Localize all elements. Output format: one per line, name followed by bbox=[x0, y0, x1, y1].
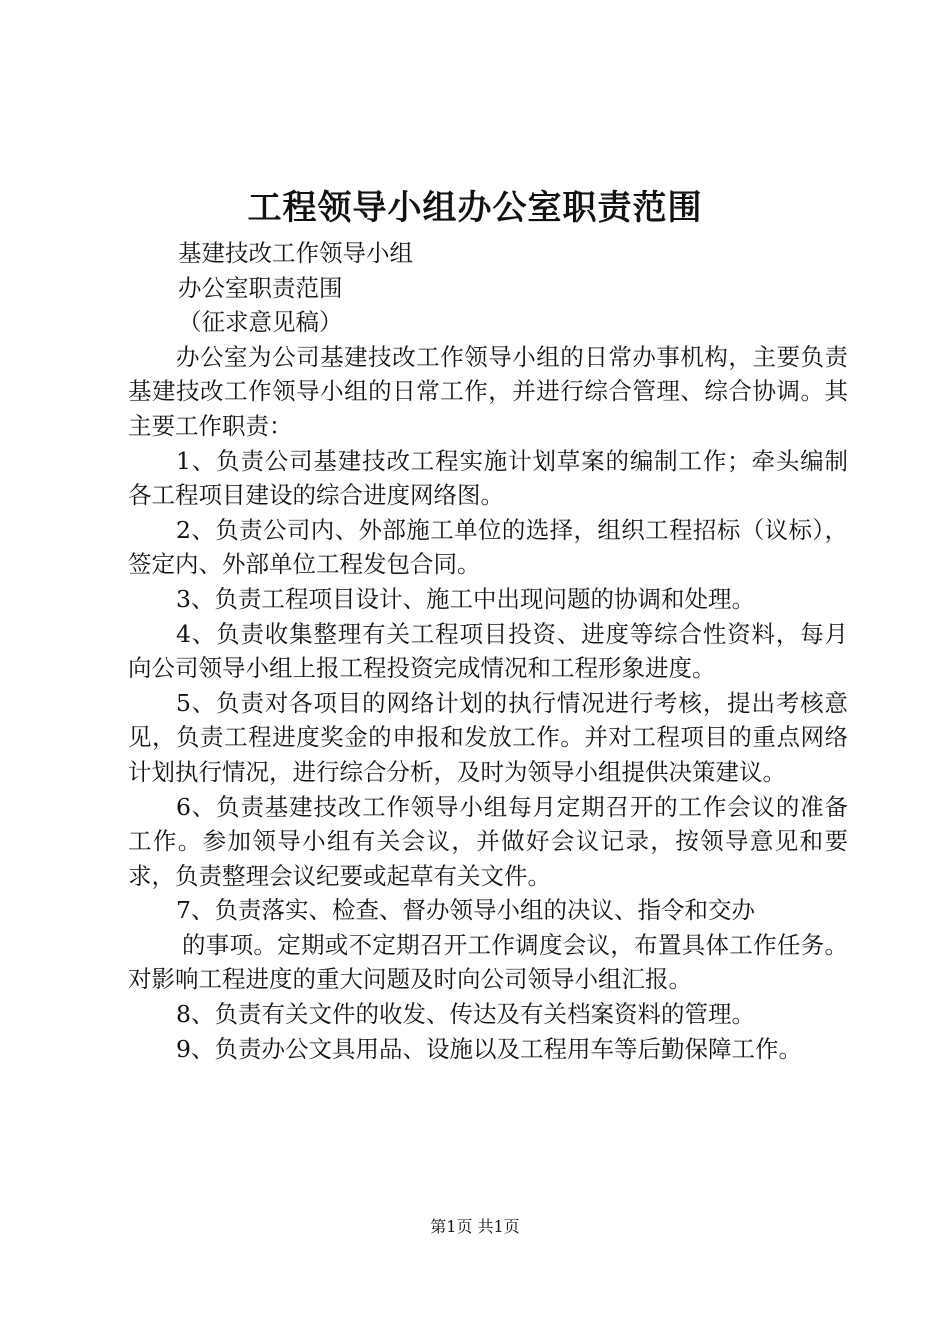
document-title: 工程领导小组办公室职责范围 bbox=[247, 188, 703, 228]
header-line-1: 基建技改工作领导小组 bbox=[178, 239, 413, 267]
document-body bbox=[128, 236, 848, 1066]
intro-paragraph: 办公室为公司基建技改工作领导小组的日常办事机构，主要负责基建技改工作领导小组的日常工作，并进行综合管理、综合协调。其主要工作职责： bbox=[128, 342, 848, 440]
duty-item-4: 4、负责收集整理有关工程项目投资、进度等综合性资料，每月向公司领导小组上报工程投资完成情况和工程形象进度。 bbox=[128, 619, 848, 683]
duty-item-3: 3、负责工程项目设计、施工中出现问题的协调和处理。 bbox=[176, 584, 755, 613]
duty-item-5: 5、负责对各项目的网络计划的执行情况进行考核，提出考核意见，负责工程进度奖金的申报和发放工作。并对工程项目的重点网络计划执行情况，进行综合分析，及时为领导小组提供决策建议。 bbox=[128, 688, 848, 786]
duty-item-7-continuation: 的事项。定期或不定期召开工作调度会议，布置具体工作任务。对影响工程进度的重大问题及时向公司领导小组汇报。 bbox=[128, 930, 848, 994]
header-line-3: （征求意见稿） bbox=[178, 308, 343, 337]
page-footer: 第1页 共1页 bbox=[430, 1217, 520, 1236]
duty-item-8: 8、负责有关文件的收发、传达及有关档案资料的管理。 bbox=[176, 1000, 755, 1029]
duty-item-1: 1、负责公司基建技改工程实施计划草案的编制工作；牵头编制各工程项目建设的综合进度网络图。 bbox=[128, 446, 848, 510]
duty-item-2: 2、负责公司内、外部施工单位的选择，组织工程招标（议标），签定内、外部单位工程发包合同。 bbox=[128, 515, 848, 579]
duty-item-7: 7、负责落实、检查、督办领导小组的决议、指令和交办 bbox=[176, 896, 755, 925]
header-line-2: 办公室职责范围 bbox=[178, 273, 343, 302]
duty-item-6: 6、负责基建技改工作领导小组每月定期召开的工作会议的准备工作。参加领导小组有关会议，并做好会议记录，按领导意见和要求，负责整理会议纪要或起草有关文件。 bbox=[128, 792, 848, 890]
duty-item-9: 9、负责办公文具用品、设施以及工程用车等后勤保障工作。 bbox=[176, 1034, 802, 1063]
